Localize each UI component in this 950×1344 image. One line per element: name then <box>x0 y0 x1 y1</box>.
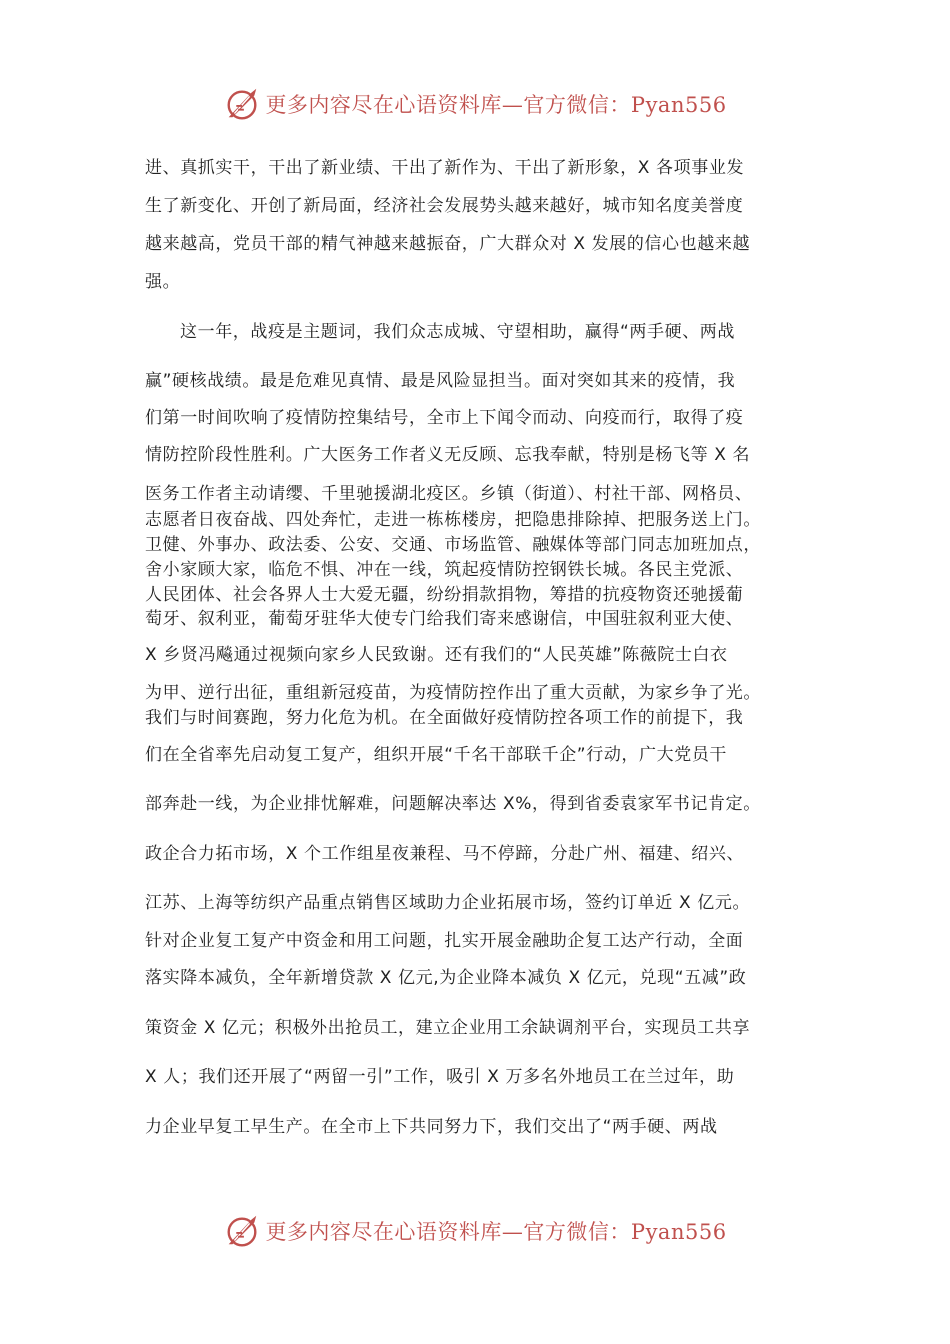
body-line: 越来越高，党员干部的精气神越来越振奋，广大群众对 X 发展的信心也越来越 <box>145 234 751 254</box>
body-line: X 人；我们还开展了“两留一引”工作，吸引 X 万多名外地员工在兰过年，助 <box>145 1067 735 1087</box>
body-line: 我们与时间赛跑，努力化危为机。在全面做好疫情防控各项工作的前提下，我 <box>145 708 744 728</box>
body-line: 为甲、逆行出征，重组新冠疫苗，为疫情防控作出了重大贡献，为家乡争了光。 <box>145 683 761 703</box>
body-line: 萄牙、叙利亚，葡萄牙驻华大使专门给我们寄来感谢信，中国驻叙利亚大使、 <box>145 609 744 629</box>
body-line: 力企业早复工早生产。在全市上下共同努力下，我们交出了“两手硬、两战 <box>145 1117 718 1137</box>
body-line: 舍小家顾大家，临危不惧、冲在一线，筑起疫情防控钢铁长城。各民主党派、 <box>145 560 744 580</box>
body-line: 人民团体、社会各界人士大爱无疆，纷纷捐款捐物，筹措的抗疫物资还驰援葡 <box>145 585 744 605</box>
footer-banner-text: 更多内容尽在心语资料库—官方微信：Pyan556 <box>265 1220 727 1244</box>
body-line: 进、真抓实干，干出了新业绩、干出了新作为、干出了新形象，X 各项事业发 <box>145 158 745 178</box>
body-line: 情防控阶段性胜利。广大医务工作者义无反顾、忘我奉献，特别是杨飞等 X 名 <box>145 445 751 465</box>
paragraph-start-line: 这一年，战疫是主题词，我们众志成城、守望相助，赢得“两手硬、两战 <box>180 322 736 342</box>
body-line: 志愿者日夜奋战、四处奔忙，走进一栋栋楼房，把隐患排除掉、把服务送上门。 <box>145 510 761 530</box>
body-line: 江苏、上海等纺织产品重点销售区域助力企业拓展市场，签约订单近 X 亿元。 <box>145 893 751 913</box>
body-line: 们在全省率先启动复工复产，组织开展“千名干部联千企”行动，广大党员干 <box>145 745 728 765</box>
body-line: 生了新变化、开创了新局面，经济社会发展势头越来越好，城市知名度美誉度 <box>145 196 744 216</box>
footer-banner <box>0 1211 950 1251</box>
body-line: 卫健、外事办、政法委、公安、交通、市场监管、融媒体等部门同志加班加点， <box>145 535 761 555</box>
body-line: 医务工作者主动请缨、千里驰援湖北疫区。乡镇（街道）、村社干部、网格员、 <box>145 484 753 504</box>
header-banner-text: 更多内容尽在心语资料库—官方微信：Pyan556 <box>265 93 727 117</box>
body-line: 赢”硬核战绩。最是危难见真情、最是风险显担当。面对突如其来的疫情，我 <box>145 371 736 391</box>
body-line: 政企合力拓市场，X 个工作组星夜兼程、马不停蹄，分赴广州、福建、绍兴、 <box>145 844 745 864</box>
header-banner <box>0 84 950 124</box>
body-line: X 乡贤冯飚通过视频向家乡人民致谢。还有我们的“人民英雄”陈薇院士白衣 <box>145 645 728 665</box>
body-line: 针对企业复工复产中资金和用工问题，扎实开展金融助企复工达产行动，全面 <box>145 931 744 951</box>
quill-logo-icon <box>223 85 261 123</box>
body-line: 强。 <box>145 272 181 292</box>
body-line: 部奔赴一线，为企业排忧解难，问题解决率达 X%，得到省委袁家军书记肯定。 <box>145 794 761 814</box>
body-line: 们第一时间吹响了疫情防控集结号，全市上下闻令而动、向疫而行，取得了疫 <box>145 408 744 428</box>
body-line: 策资金 X 亿元；积极外出抢员工，建立企业用工余缺调剂平台，实现员工共享 <box>145 1018 751 1038</box>
body-line: 落实降本减负，全年新增贷款 X 亿元,为企业降本减负 X 亿元，兑现“五减”政 <box>145 968 747 988</box>
quill-logo-icon <box>223 1212 261 1250</box>
